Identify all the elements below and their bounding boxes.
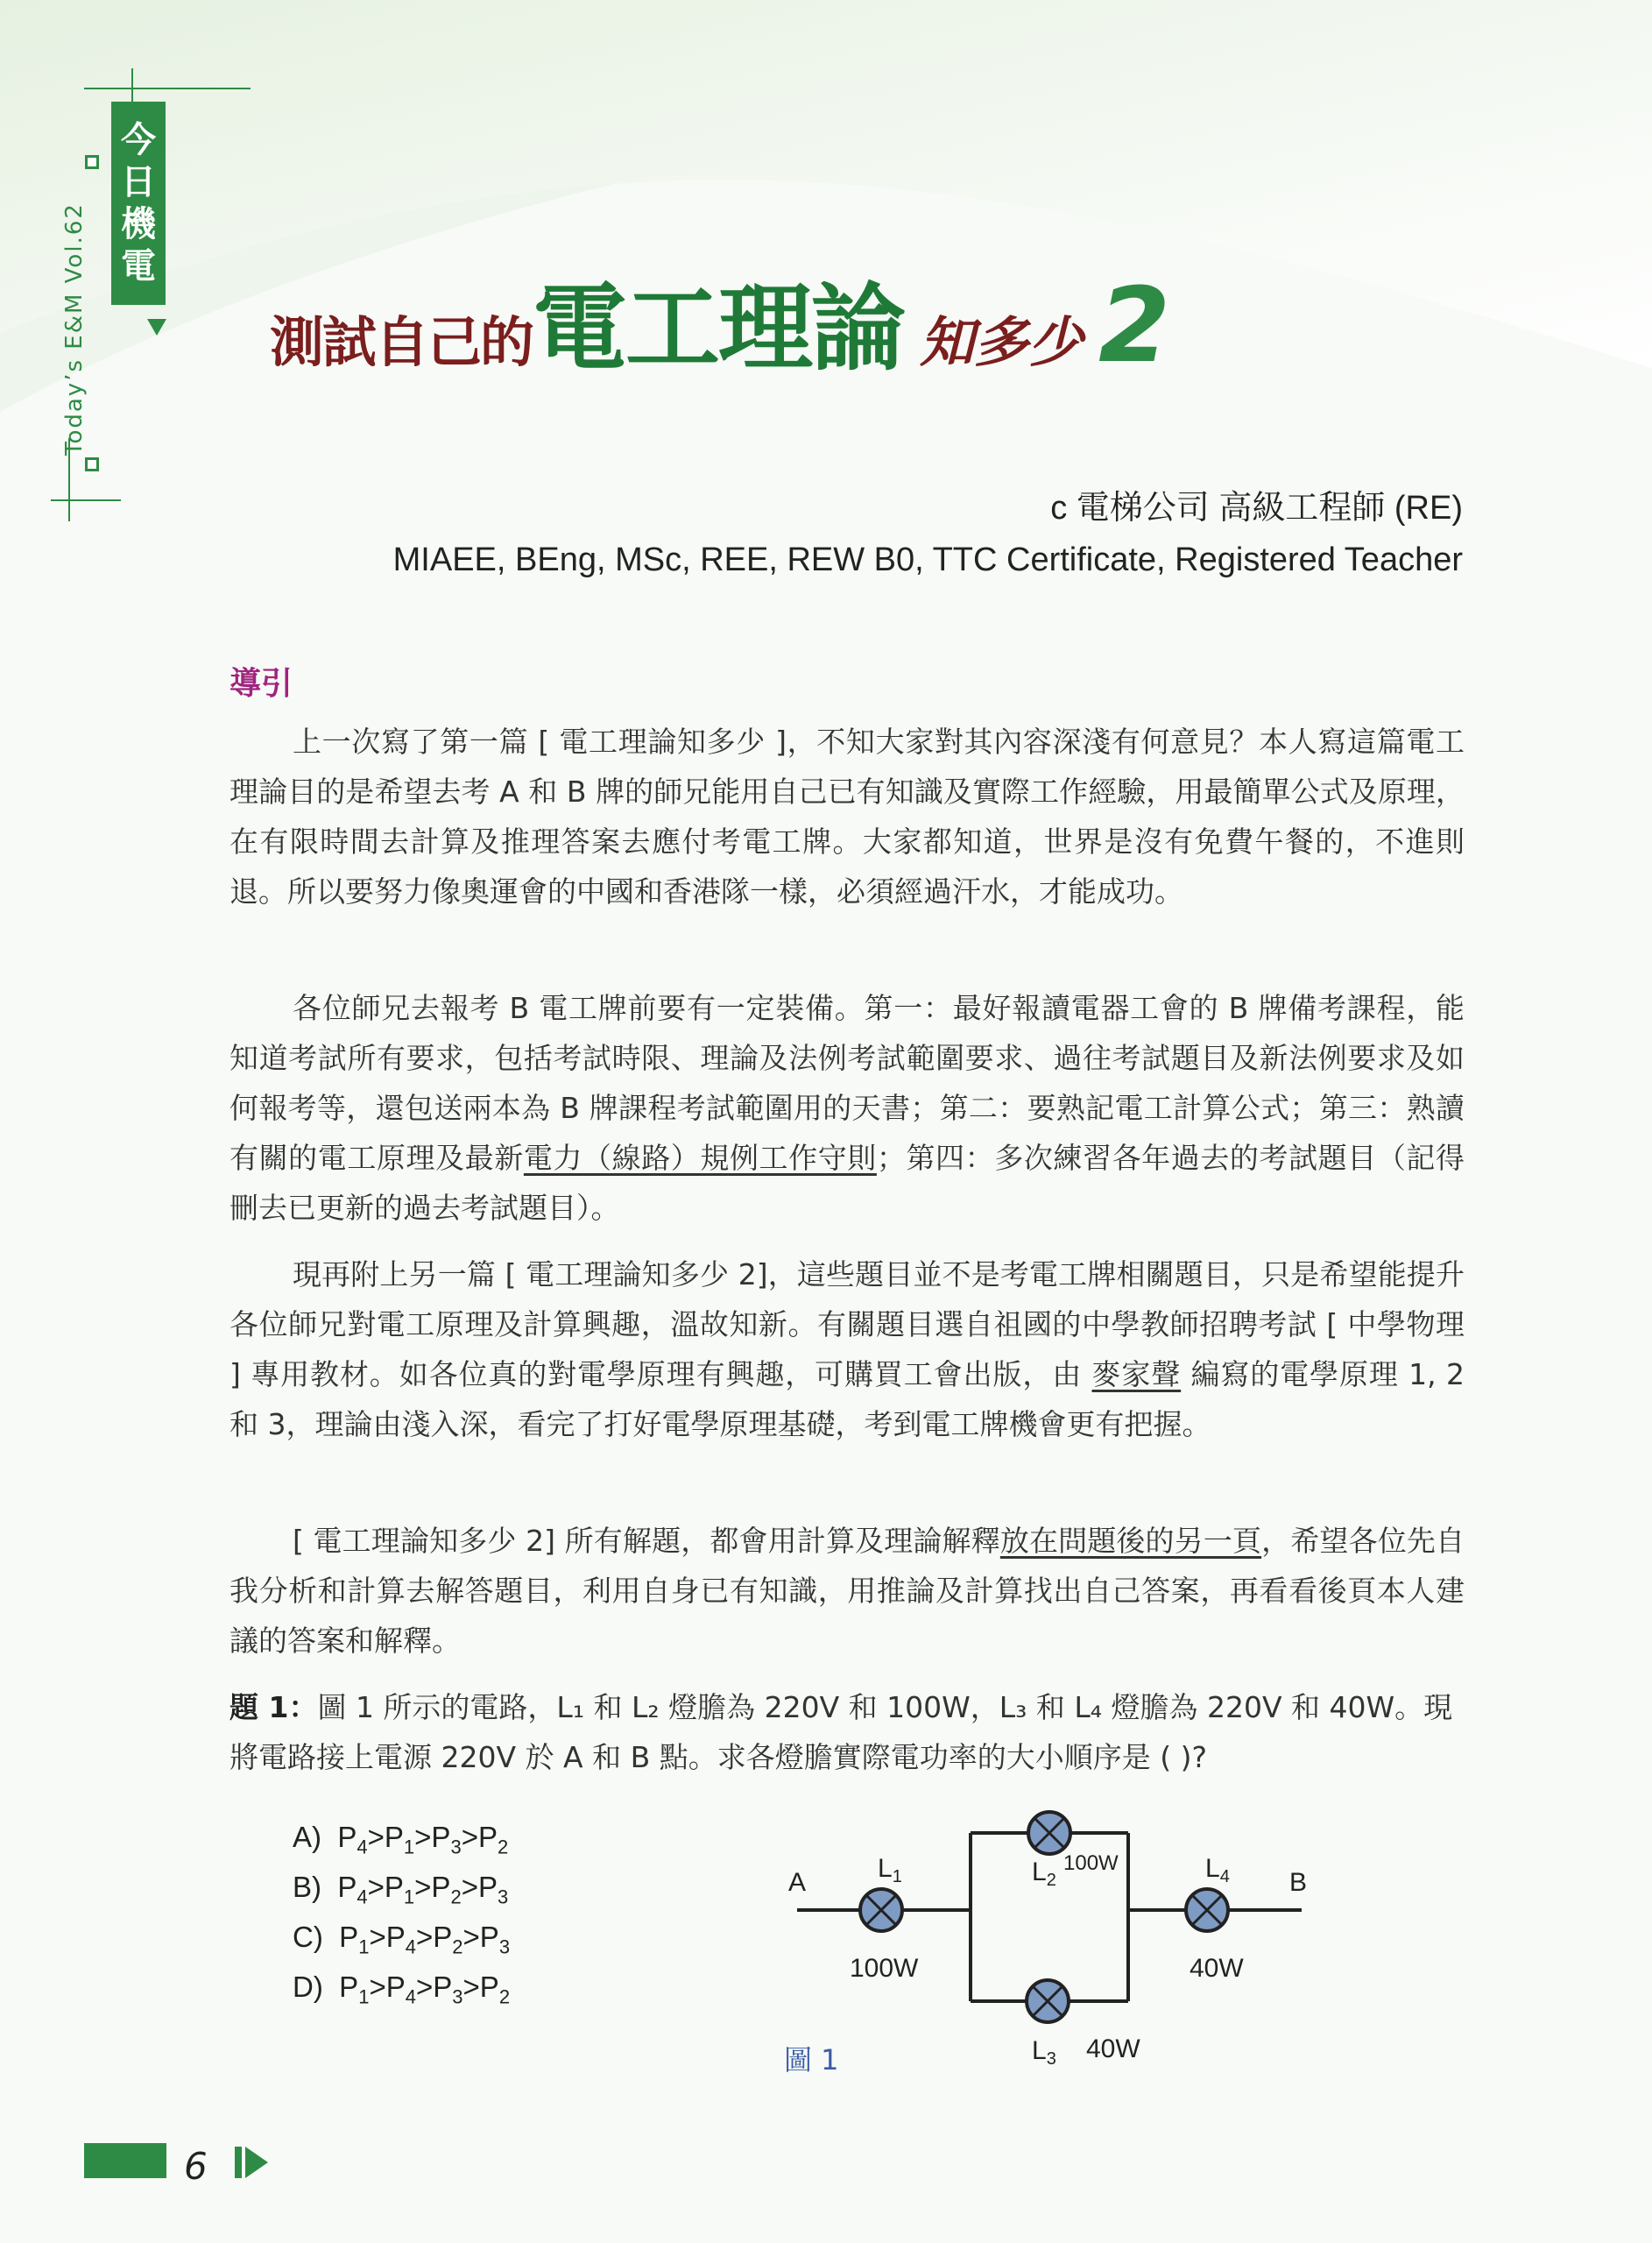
paragraph-3-text-a: 現再附上另一篇 [ 電工理論知多少 2]，這些題目並不是考電工牌相關題目，只是希望能提升各位師兄對電工原理及計算興趣，溫故知新。有關題目選自祖國的中學教師招聘考試 [ 中學物理 ] 專用教材。如各位真的對電學原理有興趣，可購買工會出版，由 [229, 1257, 1465, 1391]
section-tab-char: 今 [121, 119, 156, 160]
magazine-issue-label: Today’s E&M Vol.62 [61, 202, 88, 456]
paragraph-4 [229, 1516, 1465, 1666]
author-line-1: c 電梯公司 高級工程師 (RE) [1050, 490, 1463, 527]
play-arrow-icon [235, 2145, 270, 2180]
page-bar [84, 2143, 166, 2178]
lamp-l2-wattage: 100W [1063, 1851, 1119, 1875]
node-b-label: B [1289, 1868, 1308, 1897]
option-sub: 3 [498, 1886, 509, 1908]
title-part-4: 2 [1098, 265, 1171, 386]
paragraph-4-underlined: 放在問題後的另一頁 [999, 1524, 1262, 1558]
question-1-text: 圖 1 所示的電路，L₁ 和 L₂ 燈膽為 220V 和 100W，L₃ 和 L₄ 燈膽為 220V 和 40W。現將電路接上電源 220V 於 A 和 B 點。求各燈膽實際電功率的大小順序是 ( )? [229, 1690, 1453, 1774]
lamp-l2-icon [1028, 1812, 1070, 1854]
author-line-2: MIAEE, BEng, MSc, REE, REW B0, TTC Certificate, Registered Teacher [392, 541, 1463, 578]
option-d: D) $P_1>P_4>P_3>P_2$ [293, 1971, 511, 2008]
option-sub: 2 [450, 1886, 462, 1908]
lamp-l1-label: $L_1$ [878, 1854, 902, 1886]
section-tab-char: 機 [121, 203, 156, 244]
page-number: 6 [184, 2145, 208, 2188]
answer-options [293, 1812, 510, 2012]
option-sub: 3 [450, 1836, 462, 1858]
option-sub: 4 [357, 1836, 368, 1858]
lamp-l4-label: $L_4$ [1205, 1854, 1230, 1886]
circuit-diagram [771, 1787, 1331, 2085]
option-sub: 2 [498, 1836, 509, 1858]
option-sub: 4 [405, 1935, 416, 1958]
section-tab-char: 日 [121, 161, 156, 202]
paragraph-2-text-a: 各位師兄去報考 B 電工牌前要有一定裝備。第一：最好報讀電器工會的 B 牌備考課程，能知道考試所有要求，包括考試時限、理論及法例考試範圍要求、過往考試題目及新法例要求及如何報考等，還包送兩本為 B 牌課程考試範圍用的天書；第二：要熟記電工計算公式；第三：熟讀有關的電工原理及最新 [229, 991, 1465, 1175]
section-heading: 導引 [229, 666, 293, 702]
lamp-l3-label: $L_3$ [1032, 2036, 1056, 2069]
section-tab [111, 102, 166, 305]
lamp-l4-icon [1186, 1889, 1228, 1931]
option-sub: 3 [452, 1985, 463, 2008]
corner-rule-bottom [51, 499, 121, 501]
option-sub: 2 [452, 1935, 463, 1958]
article-title [270, 252, 1170, 388]
figure-caption: 圖 1 [784, 2043, 839, 2077]
option-sub: 1 [403, 1836, 415, 1858]
title-part-1: 測試自己的 [270, 310, 533, 374]
paragraph-1: 上一次寫了第一篇 [ 電工理論知多少 ]，不知大家對其內容深淺有何意見？本人寫這篇電工理論目的是希望去考 A 和 B 牌的師兄能用自己已有知識及實際工作經驗，用最簡單公式及原理，在有限時間去計算及推理答案去應付考電工牌。大家都知道，世界是沒有免費午餐的，不進則退。所以要努力像奧運會的中國和香港隊一樣，必須經過汗水，才能成功。 [229, 725, 1465, 909]
option-b: B) $P_4>P_1>P_2>P_3$ [293, 1871, 509, 1908]
question-1 [229, 1682, 1473, 1782]
option-key: B) [293, 1871, 321, 1903]
option-key: A) [293, 1821, 321, 1853]
paragraph-2-text-b: ；第四：多次練習各年過去的考試題目（記得刪去已更新的過去考試題目）。 [229, 1141, 1465, 1225]
lamp-l1-icon [860, 1889, 902, 1931]
title-part-3: 知多少 [920, 310, 1084, 374]
option-sub: 1 [358, 1935, 370, 1958]
lamp-l3-wattage: 40W [1086, 2034, 1140, 2063]
paragraph-2 [229, 983, 1465, 1233]
section-tab-char: 電 [121, 245, 156, 287]
option-sub: 3 [498, 1935, 511, 1958]
square-bullet-bottom [85, 457, 99, 471]
paragraph-3 [229, 1249, 1465, 1449]
lamp-l1-wattage: 100W [850, 1954, 919, 1983]
option-key: C) [293, 1921, 323, 1953]
paragraph-4-text-a: [ 電工理論知多少 2] 所有解題，都會用計算及理論解釋 [293, 1524, 1000, 1558]
lamp-l4-wattage: 40W [1190, 1954, 1244, 1983]
question-1-label: 題 1： [229, 1690, 318, 1724]
option-c: C) $P_1>P_4>P_2>P_3$ [293, 1921, 511, 1958]
corner-rule-top [84, 88, 251, 89]
paragraph-3-text-b: 編寫的電學原理 1, 2 和 3，理論由淺入深，看完了打好電學原理基礎，考到電工牌機會更有把握。 [229, 1357, 1465, 1441]
triangle-down-icon [147, 319, 166, 336]
option-key: D) [293, 1971, 323, 2003]
option-sub: 1 [358, 1985, 370, 2008]
paragraph-3-underlined: 麥家聲 [1091, 1357, 1182, 1391]
option-sub: 1 [403, 1886, 415, 1908]
square-bullet-top [85, 155, 99, 169]
paragraph-2-underlined: 電力（線路）規例工作守則 [523, 1141, 877, 1175]
option-sub: 2 [498, 1985, 511, 2008]
node-a-label: A [788, 1868, 807, 1897]
option-sub: 4 [405, 1985, 416, 2008]
option-sub: 4 [357, 1886, 368, 1908]
option-a: A) $P_4>P_1>P_3>P_2$ [293, 1821, 509, 1858]
lamp-l2-label: $L_2$ [1032, 1857, 1056, 1890]
lamp-l3-icon [1027, 1980, 1069, 2022]
paragraph-4-text-b: ，希望各位先自我分析和計算去解答題目，利用自身已有知識，用推論及計算找出自己答案，再看看後頁本人建議的答案和解釋。 [229, 1524, 1465, 1658]
title-part-2: 電工理論 [533, 274, 905, 384]
